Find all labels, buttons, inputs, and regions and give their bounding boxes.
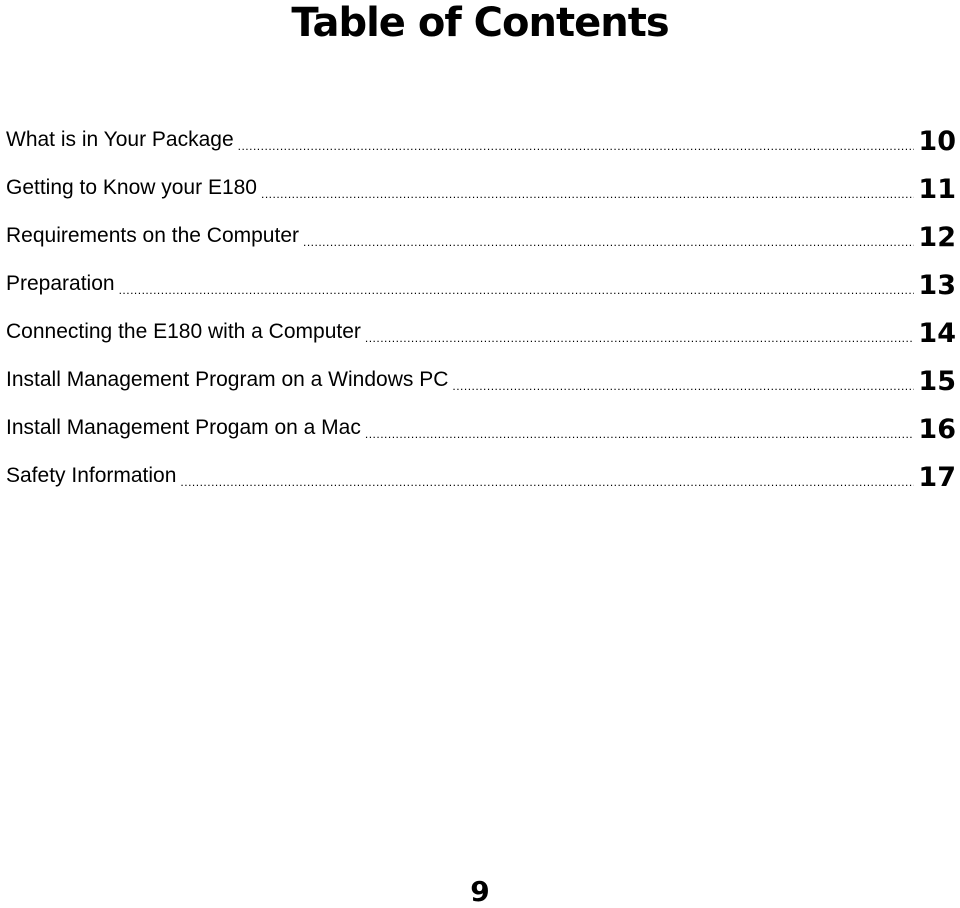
toc-entry	[6, 208, 956, 256]
toc-entry-label: Install Management Program on a Windows PC	[6, 368, 449, 391]
toc-entry-label: Connecting the E180 with a Computer	[6, 320, 361, 343]
toc-entry-page: 10	[918, 126, 956, 157]
page-number: 9	[470, 875, 490, 908]
toc-entry-page: 15	[918, 366, 956, 397]
toc-leader-dots	[176, 476, 914, 496]
toc-leader-dots	[361, 332, 915, 352]
toc-entry-label: Safety Information	[6, 464, 177, 487]
toc-entry	[6, 352, 956, 400]
toc-entry	[6, 304, 956, 352]
toc-entry-label: Preparation	[6, 272, 115, 295]
toc-entry-label: What is in Your Package	[6, 128, 234, 151]
toc-entry	[6, 448, 956, 496]
toc-entry	[6, 160, 956, 208]
toc-entry-label: Requirements on the Computer	[6, 224, 299, 247]
toc-entry	[6, 112, 956, 160]
toc-entry	[6, 256, 956, 304]
toc-entry-label: Getting to Know your E180	[6, 176, 257, 199]
toc-entry-page: 17	[918, 462, 956, 493]
toc-leader-dots	[448, 380, 914, 400]
toc-entry-page: 12	[918, 222, 956, 253]
toc-entry-page: 16	[918, 414, 956, 445]
table-of-contents	[6, 112, 956, 496]
toc-leader-dots	[361, 428, 915, 448]
toc-leader-dots	[234, 140, 915, 160]
toc-leader-dots	[257, 188, 914, 208]
toc-entry-page: 11	[918, 174, 956, 205]
toc-leader-dots	[115, 284, 915, 304]
toc-entry-page: 13	[918, 270, 956, 301]
toc-entry	[6, 400, 956, 448]
page-title: Table of Contents	[291, 0, 669, 46]
toc-entry-page: 14	[918, 318, 956, 349]
toc-entry-label: Install Management Progam on a Mac	[6, 416, 361, 439]
toc-leader-dots	[299, 236, 914, 256]
